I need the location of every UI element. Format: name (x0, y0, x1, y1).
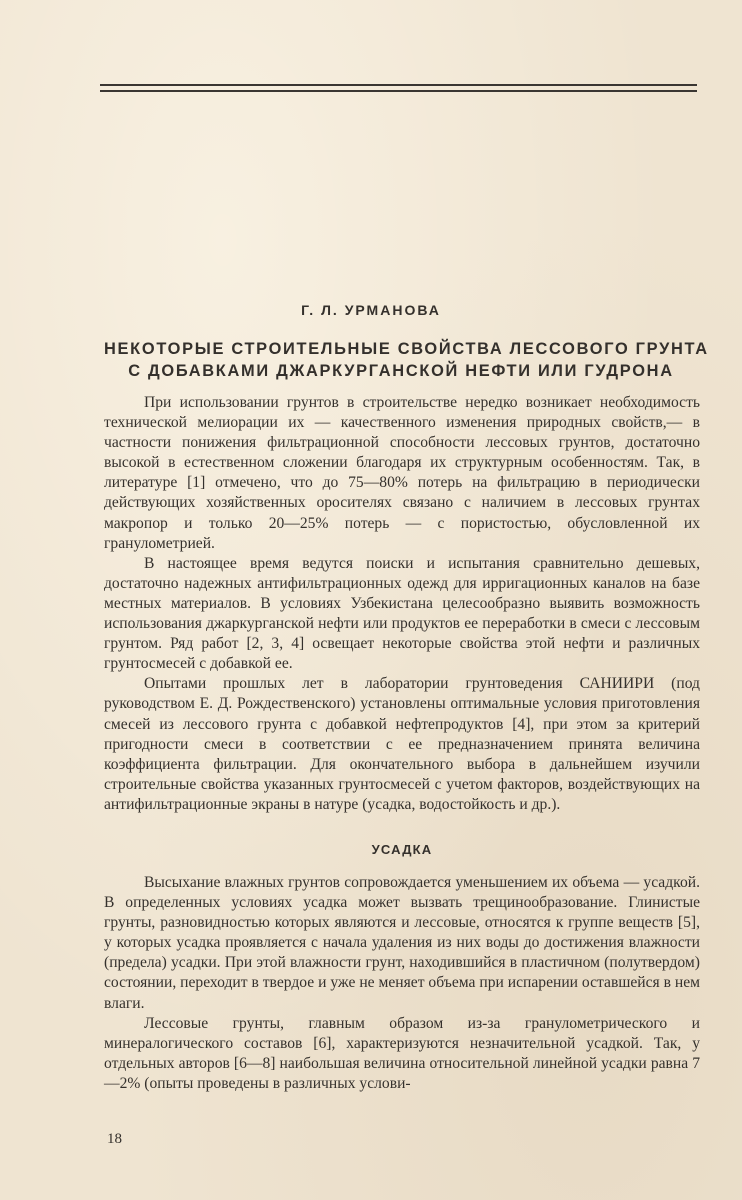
header-rule-top (100, 84, 697, 86)
header-rule-bottom (100, 90, 697, 92)
paragraph: В настоящее время ведутся поиски и испытания сравнительно дешевых, достаточно надежных антифильтрационных одежд для ирригационных каналов на базе местных материалов. В условиях Узбекистана целесообразно выявить возможность использования джаркурганской нефти или продуктов ее переработки в смеси с лессовым грунтом. Ряд работ [2, 3, 4] освещает некоторые свойства этой нефти и различных грунтосмесей с добавкой ее. (104, 554, 700, 673)
article-title-line-2: С ДОБАВКАМИ ДЖАРКУРГАНСКОЙ НЕФТИ ИЛИ ГУДРОНА (128, 362, 674, 380)
paragraph: При использовании грунтов в строительстве нередко возникает необходимость технической мелиорации их — качественного изменения природных свойств,— в частности понижения фильтрационной способности лессовых грунтов, достаточно высокой в естественном сложении благодаря их структурным особенностям. Так, в литературе [1] отмечено, что до 75—80% потерь на фильтрацию в периодически действующих хозяйственных оросителях связано с наличием в лессовых грунтах макропор и только 20—25% потерь — с пористостью, обусловленной их гранулометрией. (104, 394, 700, 552)
intro-text (104, 393, 700, 815)
article-author: Г. Л. УРМАНОВА (301, 302, 441, 318)
page-number: 18 (107, 1131, 122, 1147)
paragraph: Опытами прошлых лет в лаборатории грунтоведения САНИИРИ (под руководством Е. Д. Рождественского) установлены оптимальные условия приготовления смесей из лессового грунта с добавкой нефтепродуктов [4], при этом за критерий пригодности смеси в соответствии с ее предназначением принята величина коэффициента фильтрации. Для окончательного выбора в дальнейшем изучили строительные свойства указанных грунтосмесей с учетом факторов, воздействующих на антифильтрационные экраны в натуре (усадка, водостойкость и др.). (104, 675, 700, 813)
article-title-line-1: НЕКОТОРЫЕ СТРОИТЕЛЬНЫЕ СВОЙСТВА ЛЕССОВОГО ГРУНТА (104, 340, 709, 358)
paragraph: Высыхание влажных грунтов сопровождается уменьшением их объема — усадкой. В определенных условиях усадка может вызвать трещинообразование. Глинистые грунты, разновидностью которых являются и лессовые, относятся к группе веществ [5], у которых усадка проявляется с начала удаления из них воды до достижения влажности (предела) усадки. При этой влажности грунт, находившийся в пластичном (полутвердом) состоянии, переходит в твердое и уже не меняет объема при испарении оставшейся в нем влаги. (104, 874, 700, 1012)
section-heading-shrinkage: УСАДКА (371, 842, 433, 857)
article-title (104, 338, 709, 382)
paragraph: Лессовые грунты, главным образом из-за гранулометрического и минералогического составов [6], характеризуются незначительной усадкой. Так, у отдельных авторов [6—8] наибольшая величина относительной линейной усадки равна 7—2% (опыты проведены в различных услови- (104, 1014, 700, 1092)
shrinkage-text (104, 873, 700, 1094)
